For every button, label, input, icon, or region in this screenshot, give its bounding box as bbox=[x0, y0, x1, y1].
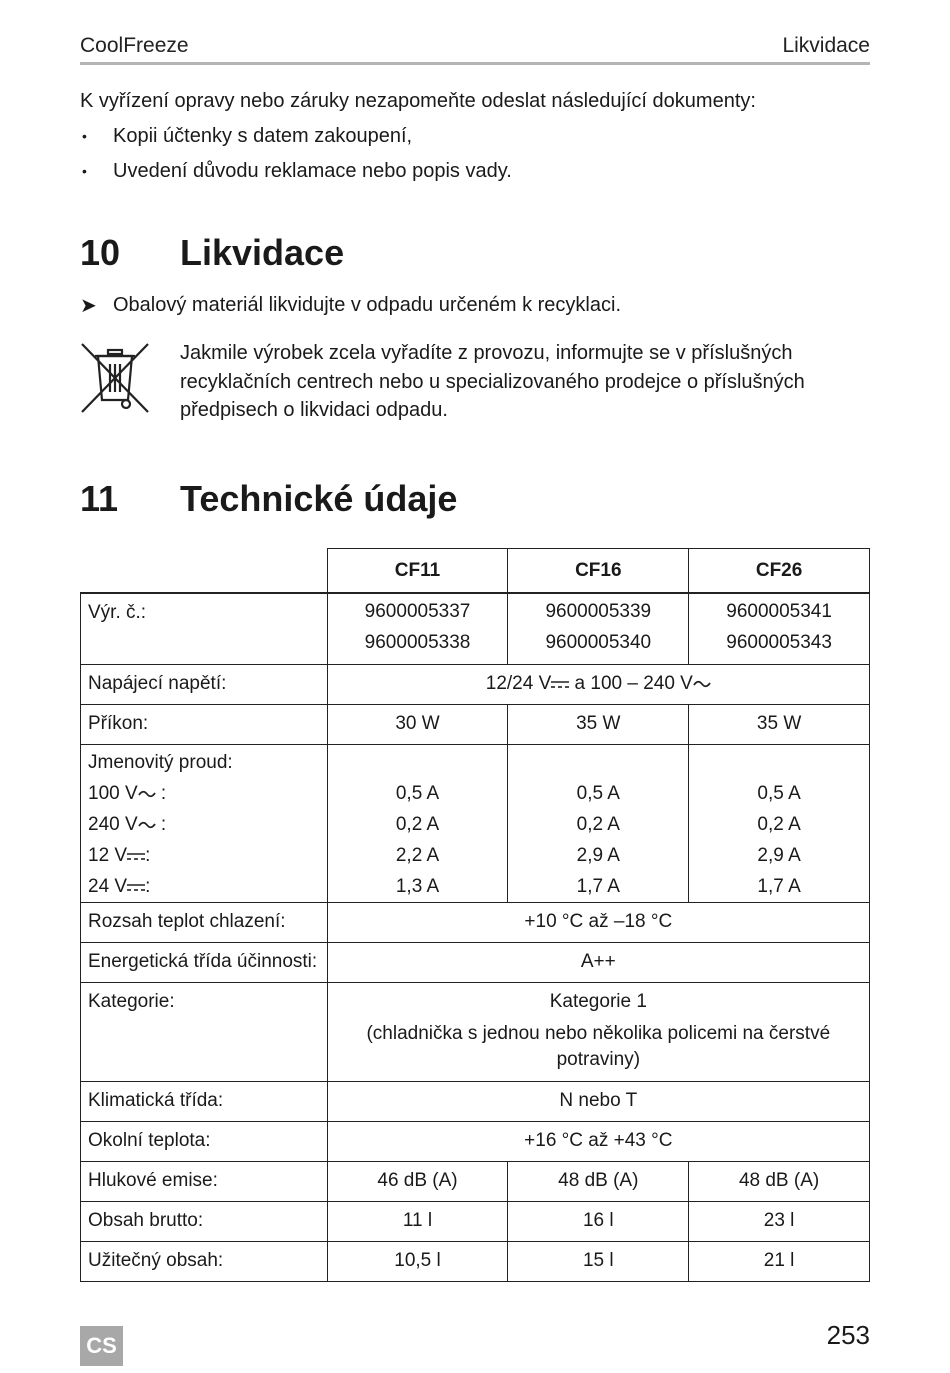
current-value: 1,3 A bbox=[395, 876, 440, 897]
table-row bbox=[81, 903, 870, 943]
page-header bbox=[80, 30, 870, 65]
table-cell: N nebo T bbox=[327, 1082, 869, 1122]
table-row bbox=[81, 943, 870, 983]
current-value: 1,7 A bbox=[576, 876, 620, 897]
ac-symbol-icon bbox=[693, 679, 711, 689]
table-corner bbox=[81, 549, 328, 594]
row-label: 24 V : bbox=[88, 876, 151, 897]
table-cell: 35 W bbox=[508, 705, 689, 745]
row-label: Okolní teplota: bbox=[81, 1122, 328, 1162]
table-row bbox=[81, 1082, 870, 1122]
dc-symbol-icon bbox=[127, 882, 145, 892]
cell-category bbox=[327, 983, 869, 1082]
table-cell: 16 l bbox=[508, 1202, 689, 1242]
dc-symbol-icon bbox=[127, 851, 145, 861]
technical-data-table bbox=[80, 548, 870, 1282]
row-label: Kategorie: bbox=[81, 983, 328, 1082]
table-row bbox=[81, 745, 870, 903]
current-value: 0,2 A bbox=[395, 814, 440, 835]
current-value: 2,9 A bbox=[576, 845, 620, 866]
ac-symbol-icon bbox=[138, 789, 156, 799]
section-number: 11 bbox=[80, 478, 119, 519]
table-row bbox=[81, 665, 870, 705]
intro-text: K vyřízení opravy nebo záruky nezapomeňte odeslat následující dokumenty: bbox=[80, 90, 756, 112]
cell-item-numbers bbox=[327, 593, 508, 665]
warranty-intro bbox=[80, 84, 870, 189]
table-cell: 48 dB (A) bbox=[508, 1162, 689, 1202]
table-cell: A++ bbox=[327, 943, 869, 983]
item-number: 9600005337 bbox=[364, 601, 471, 622]
voltage-ac: a 100 – 240 V bbox=[569, 673, 693, 694]
table-cell: 35 W bbox=[689, 705, 870, 745]
table-header-row bbox=[81, 549, 870, 594]
cell-item-numbers bbox=[689, 593, 870, 665]
document-list bbox=[80, 119, 870, 189]
item-number: 9600005339 bbox=[545, 601, 652, 622]
table-row bbox=[81, 983, 870, 1082]
table-row bbox=[81, 1202, 870, 1242]
section-number: 10 bbox=[80, 232, 121, 273]
row-label: Užitečný obsah: bbox=[81, 1242, 328, 1282]
table-cell: 11 l bbox=[327, 1202, 508, 1242]
row-label: Obsah brutto: bbox=[81, 1202, 328, 1242]
disposal-notice: Jakmile výrobek zcela vyřadíte z provozu, informujte se v příslušných recyklačních centrech nebo u specializovaného prodejce o příslušných předpisech o likvidaci odpadu. bbox=[180, 342, 805, 421]
list-item: • Uvedení důvodu reklamace nebo popis vady. bbox=[80, 154, 870, 189]
dc-symbol-icon bbox=[551, 679, 569, 689]
table-cell: +16 °C až +43 °C bbox=[327, 1122, 869, 1162]
current-value: 1,7 A bbox=[757, 876, 801, 897]
item-number: 9600005343 bbox=[726, 632, 832, 653]
arrow-bullet-icon: ➤ bbox=[80, 295, 97, 317]
row-label: 240 V : bbox=[88, 814, 167, 835]
cell-current-cf11 bbox=[327, 745, 508, 903]
table-cell: 30 W bbox=[327, 705, 508, 745]
row-label: Příkon: bbox=[81, 705, 328, 745]
list-item: • Kopii účtenky s datem zakoupení, bbox=[80, 119, 870, 154]
crossed-out-wheelie-bin-icon bbox=[80, 342, 150, 414]
row-label: Energetická třída účinnosti: bbox=[81, 943, 328, 983]
cell-item-numbers bbox=[508, 593, 689, 665]
header-chapter: Likvidace bbox=[782, 34, 870, 57]
section-title: Likvidace bbox=[180, 232, 345, 273]
current-value: 0,5 A bbox=[395, 783, 440, 804]
table-row bbox=[81, 705, 870, 745]
row-label: 100 V : bbox=[88, 783, 167, 804]
table-cell: 10,5 l bbox=[327, 1242, 508, 1282]
table-cell: 23 l bbox=[689, 1202, 870, 1242]
row-label: Jmenovitý proud: bbox=[88, 752, 233, 773]
rated-current-labels bbox=[81, 745, 328, 903]
row-label: Napájecí napětí: bbox=[81, 665, 328, 705]
instruction-text: Obalový materiál likvidujte v odpadu určeném k recyklaci. bbox=[113, 294, 621, 316]
current-value: 0,5 A bbox=[576, 783, 620, 804]
table-cell: 46 dB (A) bbox=[327, 1162, 508, 1202]
language-badge: CS bbox=[80, 1326, 123, 1366]
current-value: 0,2 A bbox=[757, 814, 801, 835]
column-header-cf16: CF16 bbox=[508, 549, 689, 594]
table-row bbox=[81, 1242, 870, 1282]
category-value: Kategorie 1 bbox=[549, 991, 647, 1012]
row-label: 12 V : bbox=[88, 845, 151, 866]
table-cell: 15 l bbox=[508, 1242, 689, 1282]
table-cell: 21 l bbox=[689, 1242, 870, 1282]
table-row bbox=[81, 1122, 870, 1162]
table-cell: +10 °C až –18 °C bbox=[327, 903, 869, 943]
row-label: Klimatická třída: bbox=[81, 1082, 328, 1122]
item-number: 9600005338 bbox=[364, 632, 471, 653]
current-value: 0,5 A bbox=[757, 783, 801, 804]
table-cell: 48 dB (A) bbox=[689, 1162, 870, 1202]
voltage-dc: 12/24 V bbox=[485, 673, 552, 694]
row-label: Hlukové emise: bbox=[81, 1162, 328, 1202]
cell-current-cf16 bbox=[508, 745, 689, 903]
table-row bbox=[81, 593, 870, 665]
column-header-cf11: CF11 bbox=[327, 549, 508, 594]
category-note: (chladnička s jednou nebo několika policemi na čerstvé potraviny) bbox=[366, 1023, 831, 1070]
current-value: 2,2 A bbox=[395, 845, 440, 866]
table-row bbox=[81, 1162, 870, 1202]
item-number: 9600005341 bbox=[726, 601, 832, 622]
current-value: 0,2 A bbox=[576, 814, 620, 835]
header-brand: CoolFreeze bbox=[80, 34, 189, 57]
ac-symbol-icon bbox=[138, 820, 156, 830]
current-value: 2,9 A bbox=[757, 845, 801, 866]
item-number: 9600005340 bbox=[545, 632, 652, 653]
cell-current-cf26 bbox=[689, 745, 870, 903]
row-label: Rozsah teplot chlazení: bbox=[81, 903, 328, 943]
section-title: Technické údaje bbox=[180, 478, 458, 519]
cell-supply-voltage bbox=[327, 665, 869, 705]
column-header-cf26: CF26 bbox=[689, 549, 870, 594]
row-label: Výr. č.: bbox=[81, 593, 328, 665]
page-number: 253 bbox=[826, 1320, 870, 1350]
